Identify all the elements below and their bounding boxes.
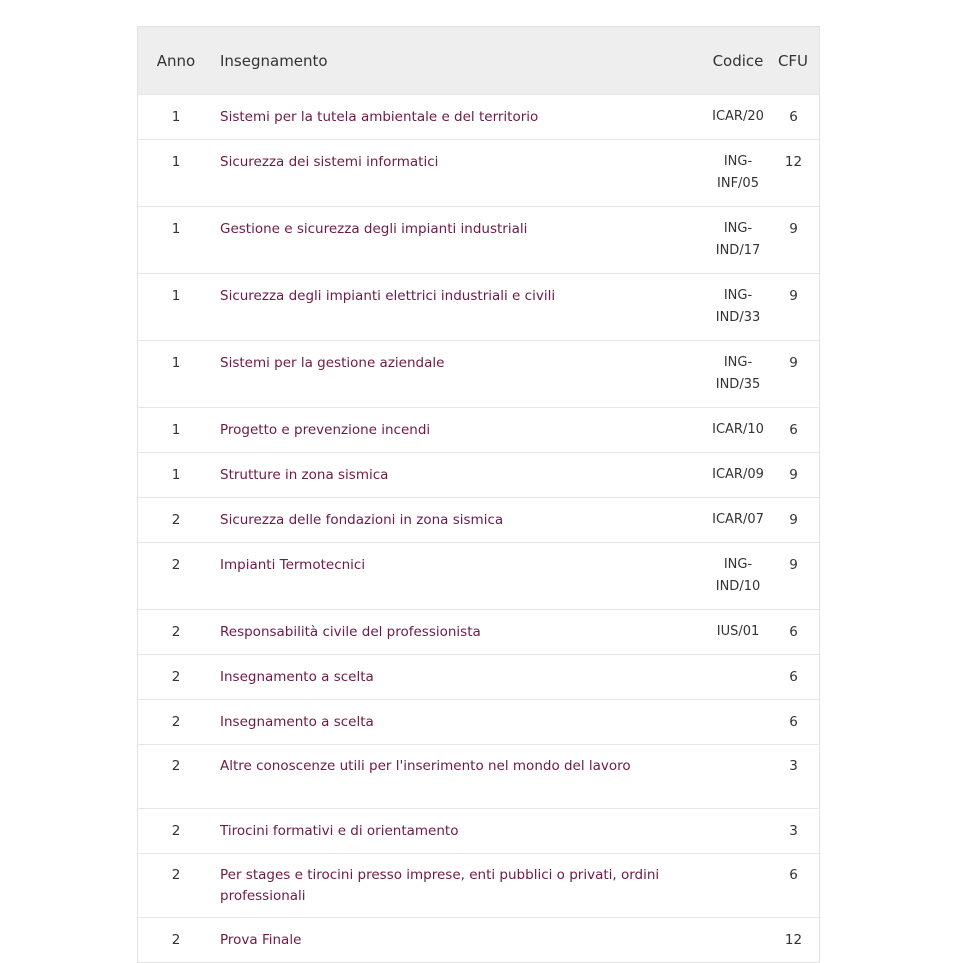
cell-insegnamento[interactable]: Impianti Termotecnici xyxy=(214,543,703,610)
table-row xyxy=(138,95,819,140)
table-row xyxy=(138,341,819,408)
cell-insegnamento[interactable]: Insegnamento a scelta xyxy=(214,700,703,745)
table-row xyxy=(138,274,819,341)
table-row xyxy=(138,207,819,274)
cell-insegnamento[interactable]: Progetto e prevenzione incendi xyxy=(214,408,703,453)
cell-codice: ING-IND/17 xyxy=(703,207,773,274)
table-header xyxy=(138,27,819,95)
cell-insegnamento[interactable]: Altre conoscenze utili per l'inserimento nel mondo del lavoro xyxy=(214,745,703,809)
cell-anno: 2 xyxy=(138,498,214,543)
cell-codice: ICAR/20 xyxy=(703,95,773,140)
cell-insegnamento[interactable]: Sicurezza dei sistemi informatici xyxy=(214,140,703,207)
table-row xyxy=(138,610,819,655)
cell-insegnamento[interactable]: Sicurezza delle fondazioni in zona sismica xyxy=(214,498,703,543)
table-row xyxy=(138,543,819,610)
cell-codice: ING-IND/10 xyxy=(703,543,773,610)
cell-anno: 2 xyxy=(138,745,214,809)
cell-anno: 2 xyxy=(138,543,214,610)
table-row xyxy=(138,700,819,745)
header-cfu: CFU xyxy=(773,27,819,95)
cell-anno: 2 xyxy=(138,655,214,700)
cell-insegnamento[interactable]: Responsabilità civile del professionista xyxy=(214,610,703,655)
cell-codice xyxy=(703,700,773,745)
courses-table-container xyxy=(137,26,820,963)
cell-codice xyxy=(703,655,773,700)
header-codice: Codice xyxy=(703,27,773,95)
cell-codice: ING-IND/33 xyxy=(703,274,773,341)
cell-insegnamento[interactable]: Strutture in zona sismica xyxy=(214,453,703,498)
table-row xyxy=(138,655,819,700)
header-row xyxy=(138,27,819,95)
cell-insegnamento[interactable]: Sistemi per la tutela ambientale e del territorio xyxy=(214,95,703,140)
cell-anno: 1 xyxy=(138,207,214,274)
table-row xyxy=(138,918,819,963)
cell-cfu: 9 xyxy=(773,543,819,610)
cell-cfu: 6 xyxy=(773,95,819,140)
cell-cfu: 6 xyxy=(773,700,819,745)
cell-anno: 1 xyxy=(138,274,214,341)
cell-cfu: 9 xyxy=(773,207,819,274)
table-row xyxy=(138,745,819,809)
cell-cfu: 9 xyxy=(773,453,819,498)
cell-codice: IUS/01 xyxy=(703,610,773,655)
table-row xyxy=(138,408,819,453)
cell-insegnamento[interactable]: Sicurezza degli impianti elettrici industriali e civili xyxy=(214,274,703,341)
cell-insegnamento[interactable]: Prova Finale xyxy=(214,918,703,963)
cell-anno: 2 xyxy=(138,700,214,745)
header-insegnamento: Insegnamento xyxy=(214,27,703,95)
cell-insegnamento[interactable]: Per stages e tirocini presso imprese, enti pubblici o privati, ordini professionali xyxy=(214,854,703,918)
cell-codice: ING-INF/05 xyxy=(703,140,773,207)
table-row xyxy=(138,140,819,207)
cell-anno: 2 xyxy=(138,809,214,854)
cell-anno: 1 xyxy=(138,140,214,207)
cell-codice xyxy=(703,745,773,809)
cell-codice: ING-IND/35 xyxy=(703,341,773,408)
table-body xyxy=(138,95,819,963)
table-row xyxy=(138,854,819,918)
cell-cfu: 9 xyxy=(773,274,819,341)
table-row xyxy=(138,809,819,854)
cell-cfu: 3 xyxy=(773,745,819,809)
cell-codice xyxy=(703,809,773,854)
cell-cfu: 9 xyxy=(773,341,819,408)
cell-codice: ICAR/09 xyxy=(703,453,773,498)
cell-codice xyxy=(703,918,773,963)
cell-cfu: 6 xyxy=(773,610,819,655)
cell-cfu: 6 xyxy=(773,408,819,453)
cell-codice: ICAR/10 xyxy=(703,408,773,453)
cell-cfu: 3 xyxy=(773,809,819,854)
cell-cfu: 12 xyxy=(773,140,819,207)
cell-cfu: 12 xyxy=(773,918,819,963)
cell-anno: 2 xyxy=(138,918,214,963)
cell-anno: 2 xyxy=(138,854,214,918)
cell-anno: 1 xyxy=(138,408,214,453)
cell-cfu: 6 xyxy=(773,655,819,700)
cell-codice xyxy=(703,854,773,918)
cell-insegnamento[interactable]: Tirocini formativi e di orientamento xyxy=(214,809,703,854)
cell-cfu: 6 xyxy=(773,854,819,918)
cell-anno: 1 xyxy=(138,95,214,140)
cell-insegnamento[interactable]: Gestione e sicurezza degli impianti industriali xyxy=(214,207,703,274)
cell-insegnamento[interactable]: Insegnamento a scelta xyxy=(214,655,703,700)
table-row xyxy=(138,498,819,543)
cell-anno: 1 xyxy=(138,453,214,498)
header-anno: Anno xyxy=(138,27,214,95)
cell-anno: 1 xyxy=(138,341,214,408)
table-row xyxy=(138,453,819,498)
cell-insegnamento[interactable]: Sistemi per la gestione aziendale xyxy=(214,341,703,408)
courses-table xyxy=(138,27,819,962)
cell-cfu: 9 xyxy=(773,498,819,543)
cell-codice: ICAR/07 xyxy=(703,498,773,543)
cell-anno: 2 xyxy=(138,610,214,655)
